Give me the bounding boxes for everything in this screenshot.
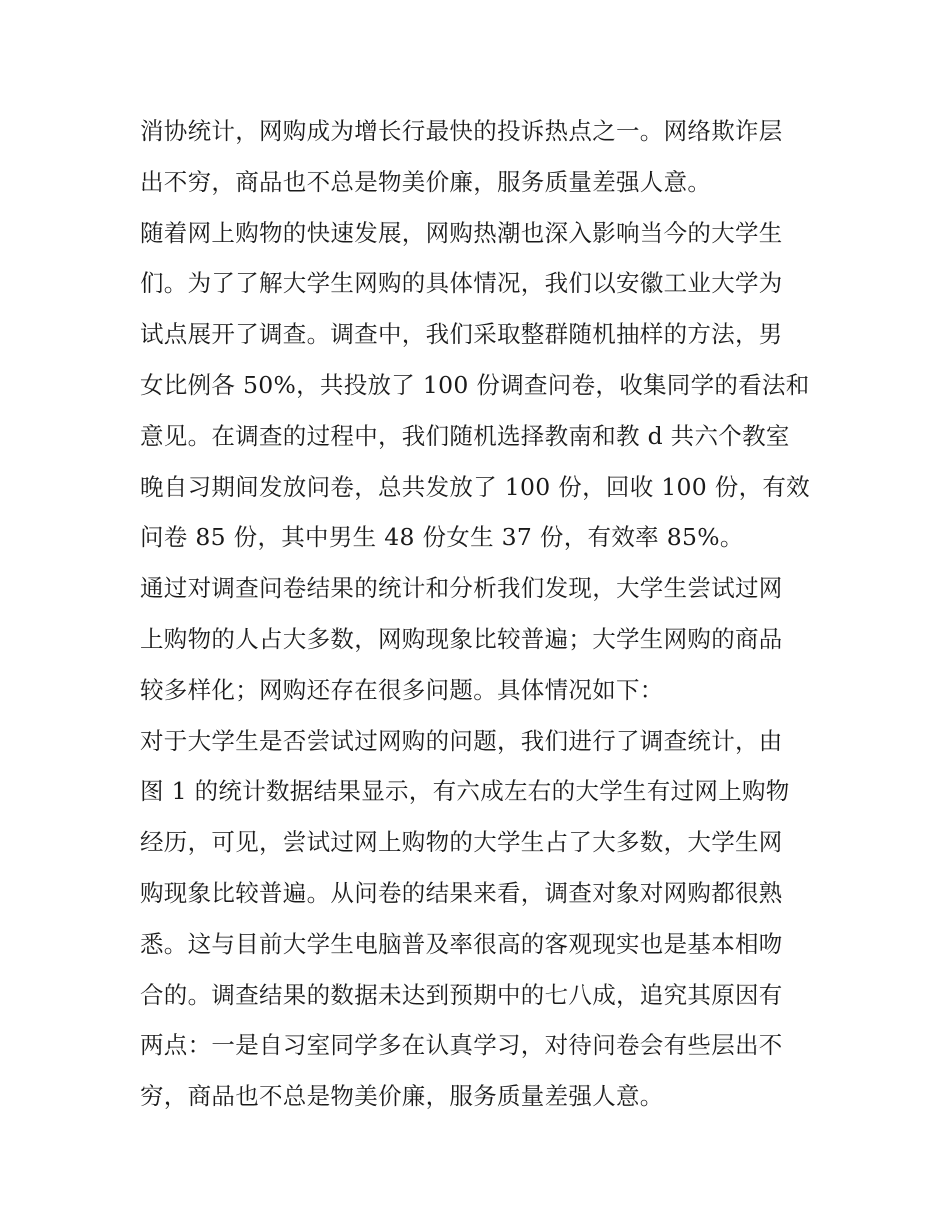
text-line: 悉。这与目前大学生电脑普及率很高的客观现实也是基本相吻 — [140, 929, 783, 958]
text-line: 较多样化；网购还存在很多问题。具体情况如下： — [140, 675, 664, 704]
text-line: 上购物的人占大多数，网购现象比较普遍；大学生网购的商品 — [140, 624, 783, 653]
text-line: 出不穷，商品也不总是物美价廉，服务质量差强人意。 — [140, 167, 712, 196]
text-line: 问卷 85 份，其中男生 48 份女生 37 份，有效率 85%。 — [140, 523, 744, 552]
text-line: 晚自习期间发放问卷，总共发放了 100 份，回收 100 份，有效 — [140, 472, 810, 501]
text-line: 穷，商品也不总是物美价廉，服务质量差强人意。 — [140, 1082, 664, 1111]
document-body — [140, 106, 830, 1122]
text-line: 消协统计，网购成为增长行最快的投诉热点之一。网络欺诈层 — [140, 117, 783, 145]
text-line: 们。为了了解大学生网购的具体情况，我们以安徽工业大学为 — [140, 269, 783, 298]
text-line: 试点展开了调查。调查中，我们采取整群随机抽样的方法，男 — [140, 320, 783, 349]
text-line: 合的。调查结果的数据未达到预期中的七八成，追究其原因有 — [140, 980, 783, 1009]
text-line: 女比例各 50%，共投放了 100 份调查问卷，收集同学的看法和 — [140, 370, 810, 399]
text-line: 两点：一是自习室同学多在认真学习，对待问卷会有些层出不 — [140, 1031, 783, 1060]
text-line: 经历，可见，尝试过网上购物的大学生占了大多数，大学生网 — [140, 828, 783, 857]
text-line: 对于大学生是否尝试过网购的问题，我们进行了调查统计，由 — [140, 726, 783, 755]
text-line: 购现象比较普遍。从问卷的结果来看，调查对象对网购都很熟 — [140, 878, 783, 907]
text-line: 图 1 的统计数据结果显示，有六成左右的大学生有过网上购物 — [140, 777, 790, 806]
text-line: 通过对调查问卷结果的统计和分析我们发现，大学生尝试过网 — [140, 574, 783, 603]
text-line: 随着网上购物的快速发展，网购热潮也深入影响当今的大学生 — [140, 218, 783, 247]
text-line: 意见。在调查的过程中，我们随机选择教南和教 d 共六个教室 — [140, 421, 790, 450]
